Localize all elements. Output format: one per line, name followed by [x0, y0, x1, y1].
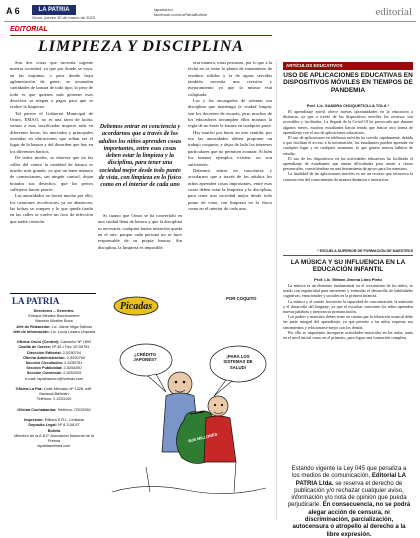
masthead-row-value: 2-5250761 — [64, 361, 83, 366]
masthead-row-label: Directores – Gerentes: — [33, 309, 75, 313]
masthead-info — [12, 309, 96, 449]
masthead-row-label: Bolivia — [47, 428, 61, 433]
article-2-author: Prof. Lic. Miriam Jimena Limo Pinto — [314, 277, 382, 282]
masthead-row-label: Sección Circulación: — [25, 361, 64, 366]
masthead-row-label: Impresión: — [24, 418, 44, 423]
editorial-column-3 — [188, 60, 272, 278]
masthead-row-value: Lic. Lucía Lázaro Urquieta — [50, 329, 96, 334]
masthead-row-value: Calle Mercado Nº 1328, edif. Mariscal Ballivián — [39, 387, 93, 397]
articles-section-label: ARTÍCULOS EDUCATIVOS — [283, 62, 413, 70]
paragraph: La música es un elemento fundamental en el crecimiento de los niños, es usado con regularidad para entretener y estimular el desarrollo de habilidades cognitivas, emocionales y sociales en la primera infancia. — [283, 283, 413, 299]
speech-bubble-1: ¿CRÉDITO JAPONÉS? — [133, 352, 157, 363]
article-1-signature: * ESCUELA SUPERIOR DE FORMACIÓN DE MAESTROS — [317, 249, 413, 253]
money-bag-label: $US MILLONES — [187, 431, 218, 444]
pull-quote: Debemos entrar en conciencia y acordarnos que a través de los adultos los niños aprenden cosas importantes, entre esas cosas deben estar la limpieza y la disciplina, para tener una sociedad mejor desde todo punto de vista, con limpieza en lo físico como en el interior de cada uno — [98, 124, 182, 189]
disclaimer-conclusion: En consecuencia, no se podrá alegar acción de censura, ni discriminación, parcialización, autocensura o atropello al derecho a la libre expresión. — [292, 501, 411, 538]
masthead-row-value: e-mail: lapatriaoruro@hotmail.com — [24, 376, 84, 381]
paragraph: Hay mucho por hacer en este sentido, por eso las autoridades deben proponer un trabajo conjunto, y dejar de lado los intereses particulares que no permiten avanzar. Si bien los buenos ejemplos existen, no son suficientes. — [188, 129, 272, 167]
editorial-column-1 — [10, 60, 93, 278]
masthead-row-value: Teléfono: 2-2203100 — [36, 397, 72, 402]
masthead-row-label: Sección Comercial: — [26, 371, 62, 376]
masthead-rule — [10, 293, 96, 294]
masthead-row-value: 2-5250769 — [66, 355, 85, 360]
masthead-row-label: Jefe de Información: — [12, 329, 50, 334]
paragraph: El uso de los dispositivos en las actividades educativas ha facilitado el aprendizaje de estudiantes que tenían dificultades para asistir a clases presenciales, convirtiéndose en una herramienta de apoyo para los maestros. — [283, 155, 413, 172]
paragraph: Si cuanto que Oruro se ha convertido en una ciudad llena de basura y que la disciplina es necesaria, cualquier buena intención queda en el aire, porque cada persona no se hace responsable de su propia basura. Sin disciplina, la limpieza es imposible. — [98, 213, 182, 250]
article-2-title: LA MÚSICA Y SU INFLUENCIA EN LA EDUCACIÓN INFANTIL — [290, 259, 406, 274]
svg-text:Picadas: Picadas — [119, 301, 153, 312]
masthead-row-label: Oficina La Paz: — [15, 387, 43, 392]
paragraph: El uso de aplicaciones en teléfonos móviles ha crecido rápidamente, debido a que facilitan el acceso a la información, los estudiantes pueden aprender en cualquier lugar y en cualquier momento, lo que genera nuevos hábitos de estudio. — [283, 135, 413, 156]
paragraph: Las y los encargados de orientar esa disciplina que mantenga la ciudad limpia, son los docentes de escuela, pero muchos de los educadores incumplen ellos mismos la regla de no botar la basura en cualquier parte. — [188, 98, 272, 129]
masthead-row-label: Oficina Cochabamba: — [17, 407, 57, 412]
editorial-column-2 — [98, 213, 182, 278]
paragraph: otra manera, otras personas, por lo que a la fecha no se tiene la planta de tratamiento de residuos sólidos y la de aguas servidas también necesita una revisión y mejoramiento ya que la misma está colapsada. — [188, 60, 272, 97]
masthead-row-value: Nº 8-3-08-87 — [57, 423, 80, 428]
article-1-body — [283, 109, 413, 248]
editorial-rule — [10, 35, 272, 36]
column-divider — [276, 60, 277, 520]
cartoon-drawing — [106, 292, 272, 522]
masthead-row-label: Sección Publicidad: — [26, 366, 63, 371]
date-line: Oruro, jueves 30 de marzo de 2023 — [32, 15, 95, 20]
web-info — [154, 7, 207, 17]
legal-disclaimer — [287, 465, 411, 538]
article-1-title: USO DE APLICACIONES EDUCATIVAS EN DISPOSITIVOS MÓVILES EN TIEMPOS DE PANDEMIA — [283, 72, 413, 94]
masthead-row — [12, 434, 96, 444]
paragraph: El aprendizaje móvil ofrece nuevas oportunidades en la educación a distancia, ya que a través de los dispositivos móviles los recursos son accesibles y facilitados. La llegada de la Covid-19 ha provocado que durante algunos meses, muchos estudiantes hayan tenido que buscar otra forma de aprendizaje con el uso de aplicaciones educativas. — [283, 109, 413, 135]
masthead-row-value: Nº 48 • Fax: 52-50781 — [52, 345, 90, 350]
disclaimer-text: Estando vigente la Ley 045 que penaliza a los medios de comunicación, — [291, 465, 407, 480]
paragraph: Son dos cosas que necesita urgente nuestra sociedad, ya que por donde se vaya, en las esquinas, o peor donde haya aglomeración de gente, se acumulan cantidades de basura de todo tipo; lo peor de todo es que quienes más generan esos desechos se niegan a pagar para que se realice la limpieza. — [10, 60, 93, 110]
masthead-row-value: Marcelo Miralles Bova — [35, 319, 73, 324]
editorial-label: EDITORIAL — [10, 26, 48, 33]
web-line: facebook.com/LaPatriaBolivia — [154, 12, 207, 17]
paragraph: La música y el sonido favorecen la capacidad de concentración, la memoria y el desarrollo del lenguaje, ya que al escuchar canciones los niños aprenden nuevas palabras y mejoran su pronunciación. — [283, 298, 413, 315]
cartoon-byline: POR COQUITO — [226, 296, 257, 301]
section-name: editorial — [375, 6, 412, 18]
paragraph: Las autoridades no hacen mucho por ello, los camiones recolectores ya no abastecen, las bolsas se rompen y lo que queda tirado en las calles se vuelve un foco de infección que nadie controla. — [10, 193, 93, 224]
article-2-body — [283, 283, 413, 461]
masthead-row-label: Oficina Oruro (Central): — [16, 340, 60, 345]
paragraph: Los padres y maestros deben tener en cuenta que la educación musical debe ser parte integral del aprendizaje, ya que permite a los niños expresar sus sentimientos y relacionarse mejor con los demás. — [283, 314, 413, 330]
paragraph: De todos modos, se observa que en las calles del centro la cantidad de basura es mucho más grande, ya que un buen número de comerciantes, sin ningún control, dejan botados sus desechos, que los perros callejeros hacen peores. — [10, 155, 93, 192]
masthead-row-value: Camacho Nº 1892 — [60, 340, 92, 345]
masthead-row-label: Depósito Legal: — [28, 423, 57, 428]
masthead-row-label: Oficina Administración: — [23, 355, 66, 360]
masthead-row-value: Teléfono: 72025952 — [57, 407, 91, 412]
page-header — [4, 4, 416, 22]
masthead-row-label: Casilla de Correo: — [18, 345, 52, 350]
masthead-row — [12, 387, 96, 397]
masthead-row-value: 2-5252525 — [63, 371, 82, 376]
masthead-logo: LA PATRIA — [12, 296, 60, 306]
paragraph: Por ello es importante incorporar actividades musicales en las aulas, tanto en el nivel inicial como en el primario, para lograr una formación completa. — [283, 329, 413, 341]
masthead-row-value: Lic. Jaime Vega Salinas — [51, 324, 92, 329]
speech-bubble-2: ¡PARA LOS SISTEMAS DE SALUD! — [223, 354, 253, 370]
masthead-row-label: Jefe de Redacción: — [16, 324, 51, 329]
masthead-row-value: 2-5254260 — [63, 366, 82, 371]
masthead-row-value: Editora S.R.L. Limitada — [44, 418, 84, 423]
editorial-cartoon — [106, 292, 272, 522]
masthead-row-value: 2-5250704 — [62, 350, 82, 355]
disclaimer-company: Editorial LA PATRIA Ltda. — [295, 472, 407, 487]
masthead-row-value: Enrique Miralles Bonnecarrere — [28, 314, 80, 319]
article-divider — [283, 255, 413, 256]
masthead-row-value: lapatriaenlinea.com — [37, 444, 71, 449]
paragraph: Tal parece el Gobierno Municipal de Oruro, EMAO, no es una tarea de lucha, vemos a esas sacrificadas mujeres salir en diferentes horas, los mercados y principales avenidas en ubicaciones que solían ser el lugar de la basura y del desorden que hay en los diferentes barrios. — [10, 110, 93, 154]
paragraph: La finalidad de las aplicaciones móviles es ser un recurso que favorezca la construcción del conocimiento de manera dinámica e interactiva. — [283, 171, 413, 182]
paragraph: Debemos entrar en conciencia y acordarnos que a través de los adultos los niños aprenden cosas importantes, entre esas cosas deben estar la limpieza y la disciplina, para tener una sociedad mejor desde todo punto de vista, con limpieza en lo físico como en el interior de cada uno. — [188, 167, 272, 211]
masthead-row — [12, 444, 96, 449]
web-line: lapatria.bo — [154, 7, 173, 12]
masthead-row-label: Dirección Editorial: — [26, 350, 62, 355]
disclaimer-text-2: se reserva el derecho de publicación y/o rechazar cualquier aviso, información y/o nota de opinión que pueda perjudicarle. — [287, 479, 407, 509]
masthead-row-value: Miembro de la A.N.P. Asociación Nacional de la Prensa — [14, 433, 94, 444]
article-1-author: Prof. Lic. SANDRA CHOQUETICLLA TOLA * — [306, 103, 390, 108]
page-number: A 6 — [6, 6, 20, 16]
newspaper-logo: LA PATRIA — [32, 5, 76, 15]
editorial-title: LIMPIEZA Y DISCIPLINA — [38, 38, 244, 55]
